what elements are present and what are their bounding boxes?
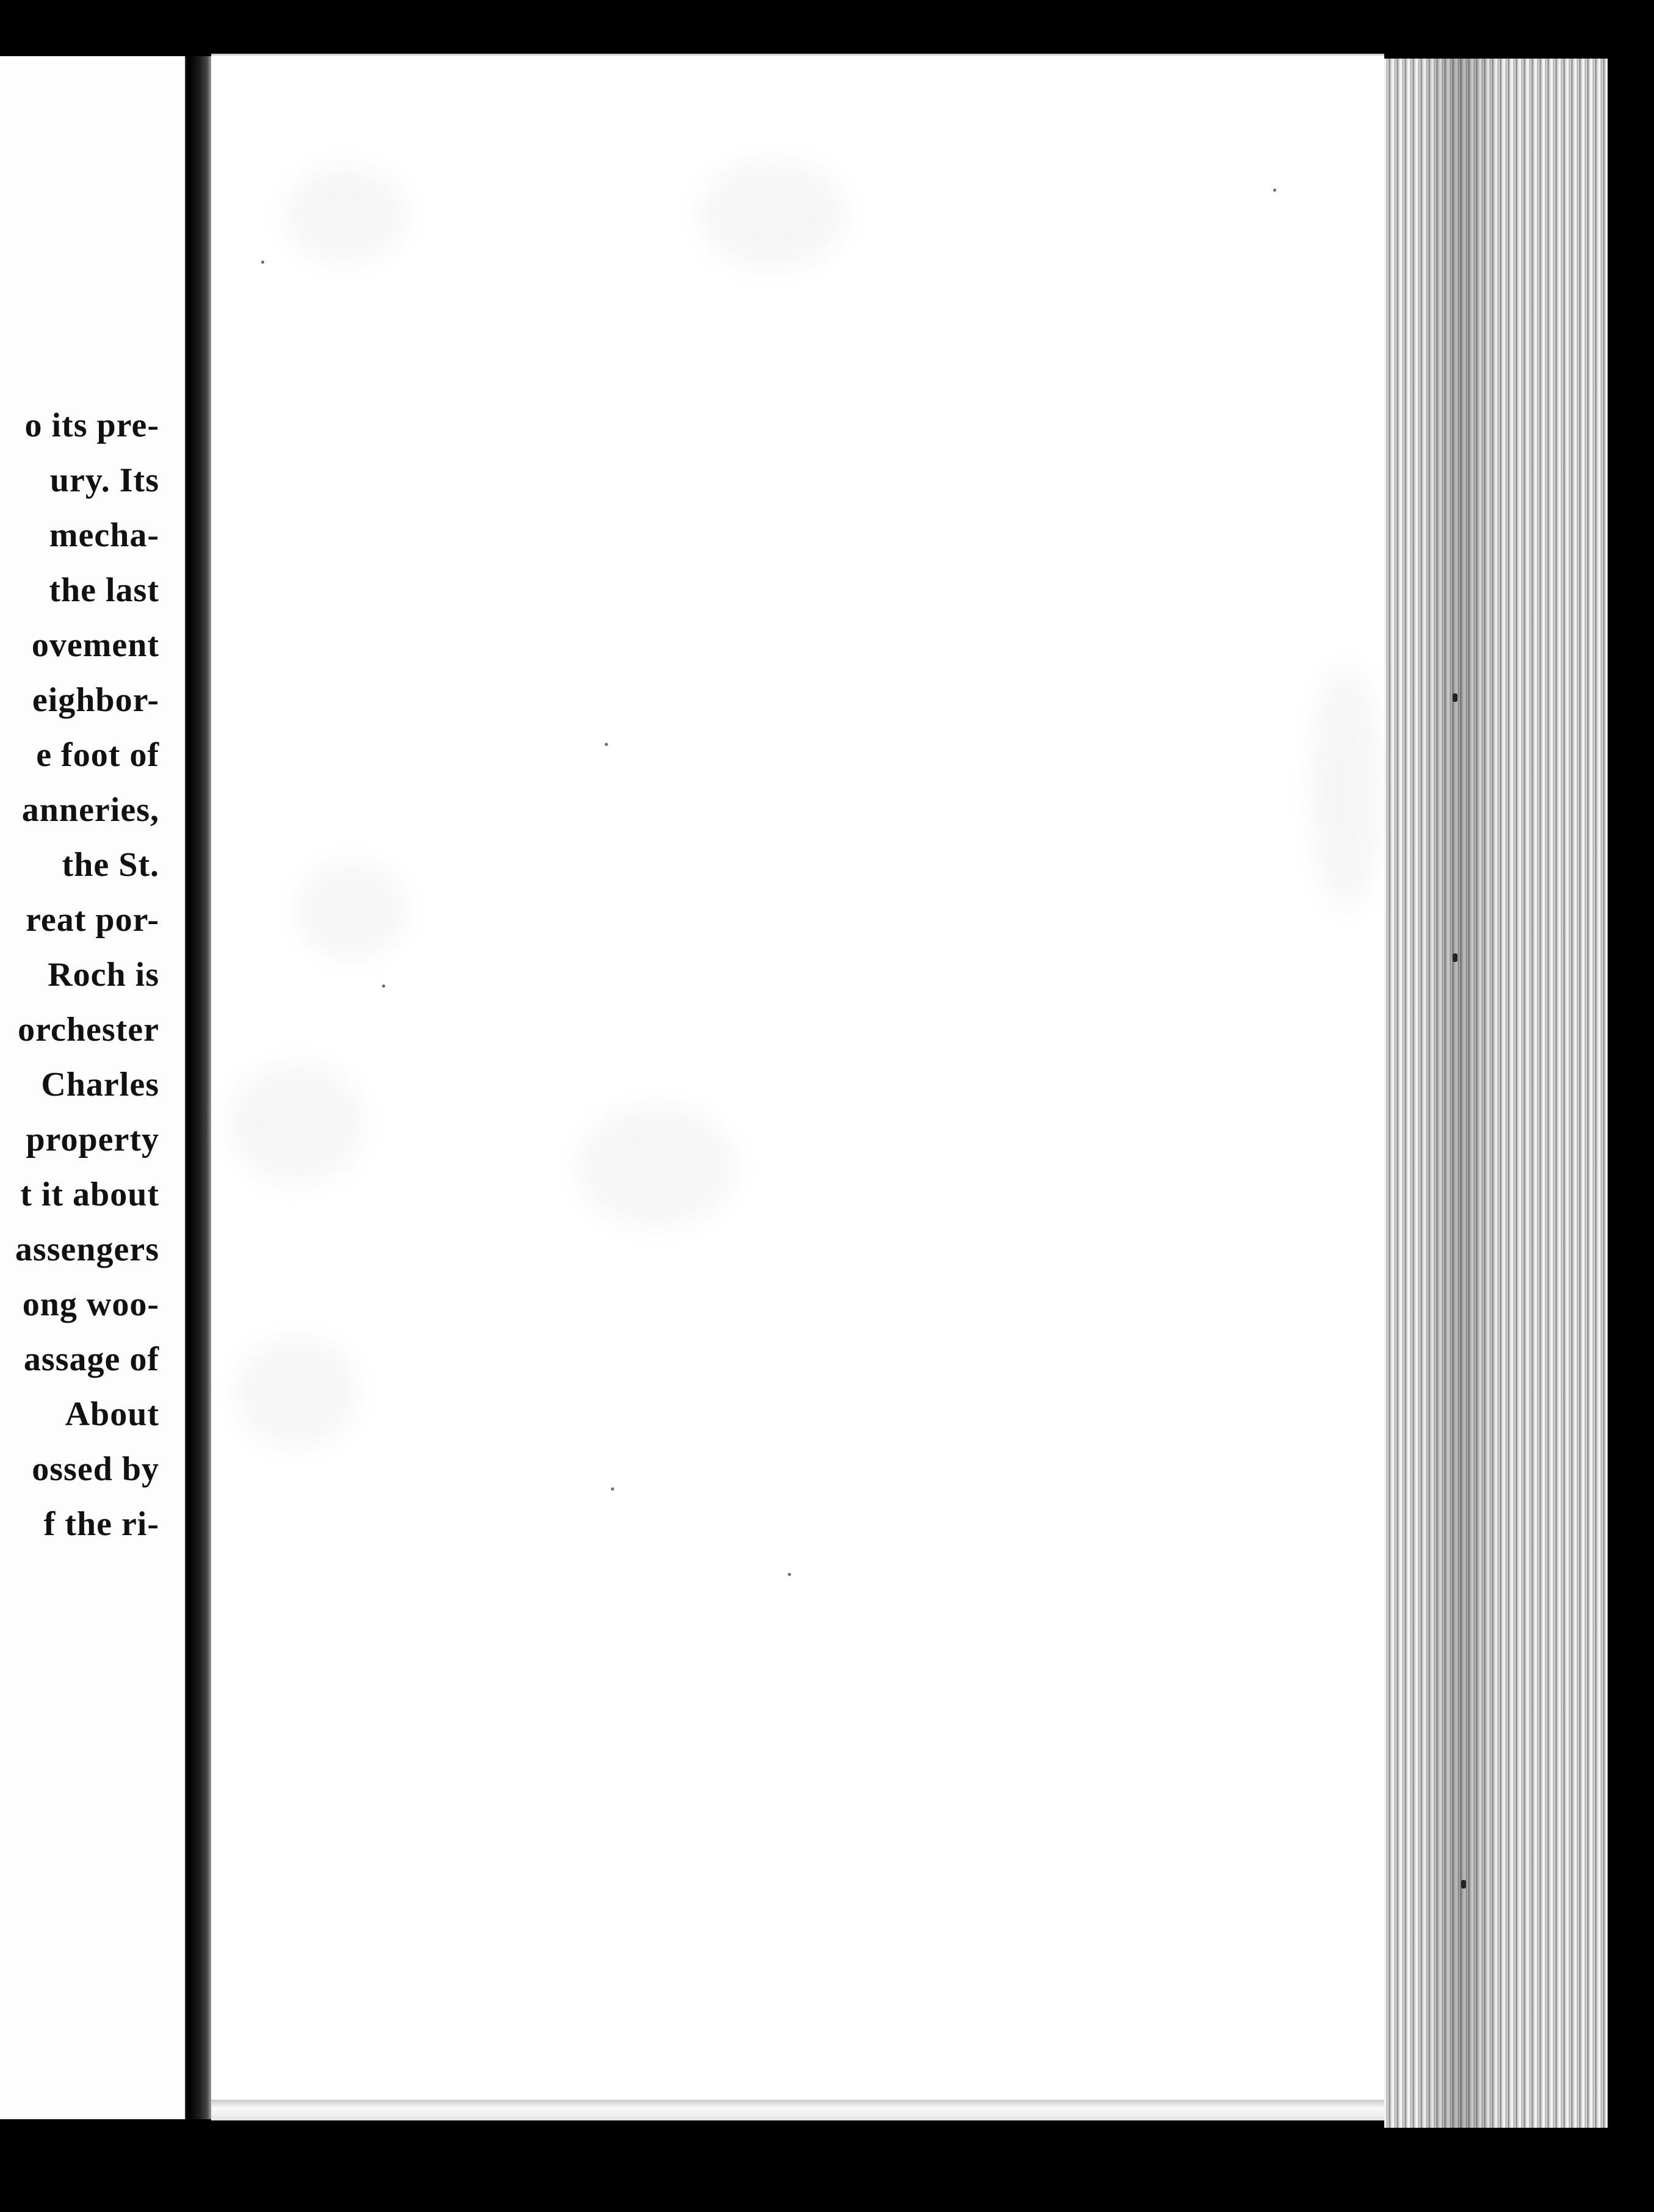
text-line: About (65, 1395, 159, 1433)
text-line: mecha- (49, 516, 159, 554)
binding-gutter (189, 56, 211, 2119)
text-line: t it about (20, 1176, 159, 1213)
text-line: f the ri- (43, 1505, 159, 1543)
text-line: the last (49, 571, 159, 609)
show-through-blot (284, 165, 406, 263)
text-line: the St. (62, 846, 159, 884)
text-line: ong woo- (22, 1285, 159, 1323)
text-line: o its pre- (24, 407, 159, 444)
left-page-text (15, 398, 159, 1552)
page-stack-fore-edge (1384, 59, 1608, 2128)
text-line: ovement (31, 626, 159, 664)
show-through-blot (236, 1337, 358, 1447)
show-through-blot (1310, 666, 1383, 910)
text-line: property (26, 1121, 159, 1158)
dust-speck (382, 985, 385, 988)
show-through-blot (229, 1063, 364, 1185)
text-line: ossed by (32, 1450, 159, 1488)
text-line: eighbor- (32, 681, 159, 719)
show-through-blot (699, 159, 846, 269)
dust-speck (1273, 189, 1276, 192)
dust-speck (261, 261, 264, 264)
text-line: assengers (15, 1231, 159, 1268)
dust-speck (611, 1487, 614, 1491)
blank-right-page (211, 54, 1384, 2114)
show-through-blot (297, 861, 406, 959)
dust-speck (605, 743, 608, 746)
edge-mark (1453, 693, 1457, 702)
text-line: Roch is (48, 956, 159, 994)
text-line: Charles (41, 1066, 159, 1104)
text-line: ury. Its (49, 461, 159, 499)
left-page-fragment (0, 56, 186, 2119)
dust-speck (788, 1573, 791, 1576)
fore-edge-shade (1421, 59, 1500, 2128)
text-line: anneries, (21, 791, 159, 829)
edge-mark (1453, 953, 1457, 962)
text-line: e foot of (36, 736, 159, 774)
show-through-blot (577, 1105, 736, 1227)
page-bottom-edge (211, 2100, 1395, 2120)
text-line: reat por- (26, 901, 159, 939)
text-line: assage of (23, 1340, 159, 1378)
edge-mark (1461, 1880, 1466, 1889)
text-line: orchester (18, 1011, 159, 1049)
